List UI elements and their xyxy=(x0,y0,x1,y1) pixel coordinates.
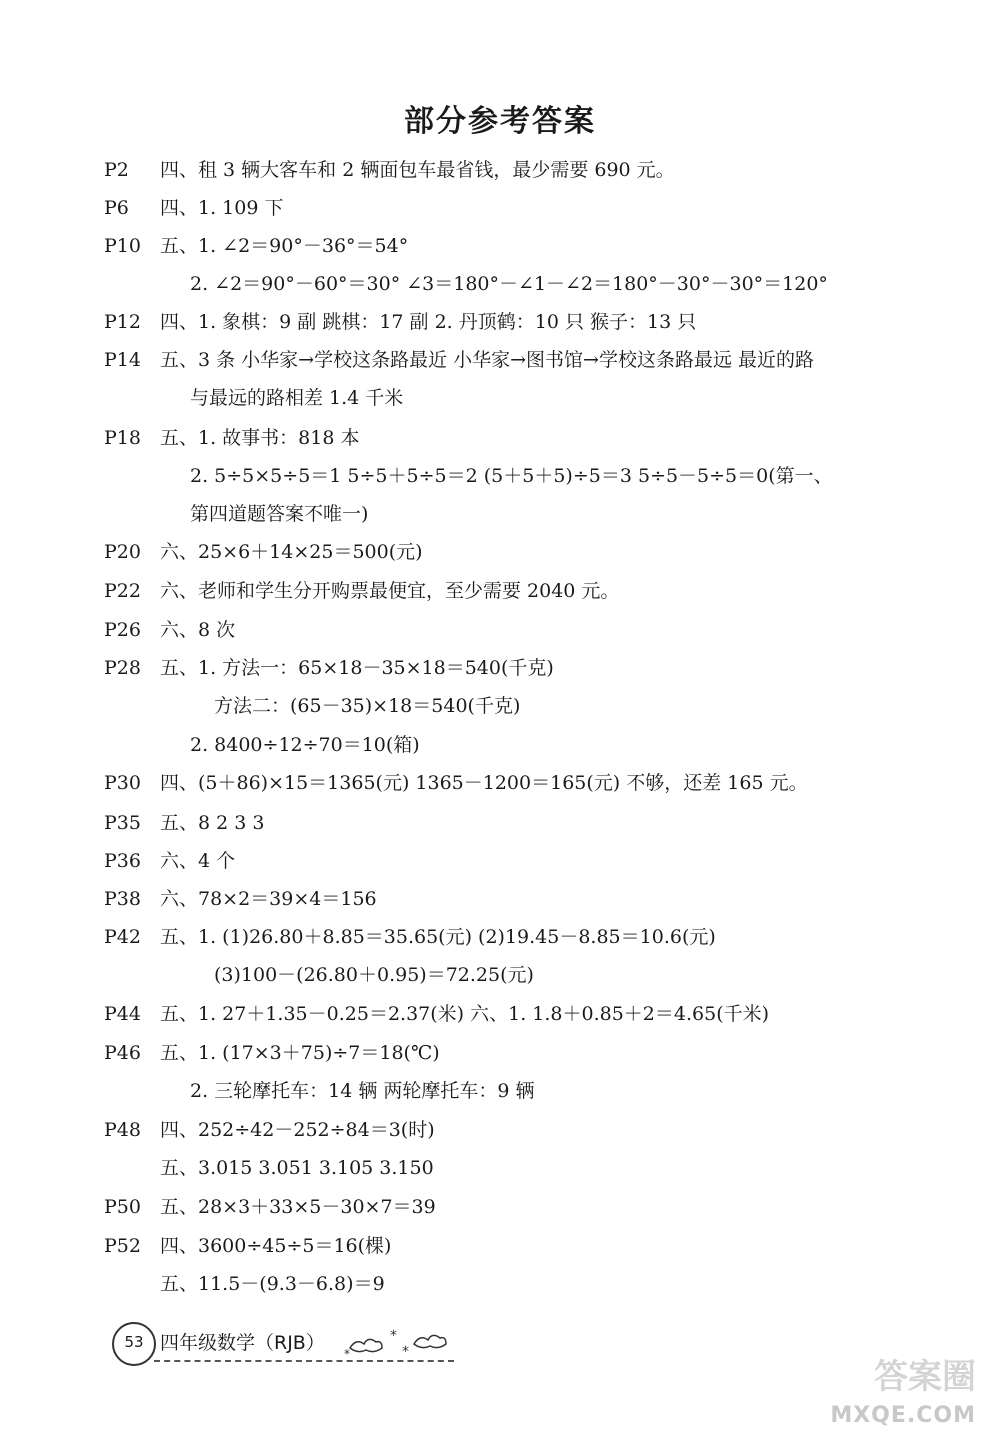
site-watermark xyxy=(822,1354,982,1434)
answer-line: 六、老师和学生分开购票最便宜，至少需要 2040 元。 xyxy=(160,580,620,602)
svg-text:*: * xyxy=(402,1344,409,1360)
answer-line: 六、25×6＋14×25＝500(元) xyxy=(160,541,423,563)
answer-line: 六、78×2＝39×4＝156 xyxy=(160,888,377,910)
book-label: 四年级数学（RJB） xyxy=(160,1332,325,1354)
page-ref: P50 xyxy=(104,1196,141,1218)
answer-line: 四、1. 109 下 xyxy=(160,197,284,219)
watermark-logo: 答案圈 xyxy=(874,1357,976,1397)
answer-line: (3)100－(26.80＋0.95)＝72.25(元) xyxy=(214,964,534,986)
answer-line: 2. 8400÷12÷70＝10(箱) xyxy=(190,734,420,756)
answer-line: 五、28×3＋33×5－30×7＝39 xyxy=(160,1196,436,1218)
svg-text:*: * xyxy=(390,1328,397,1344)
page-number-badge xyxy=(112,1322,156,1366)
page-ref: P18 xyxy=(104,427,141,449)
answer-line: 五、1. 故事书：818 本 xyxy=(160,427,360,449)
page-ref: P42 xyxy=(104,926,141,948)
answer-line: 与最远的路相差 1.4 千米 xyxy=(190,387,404,409)
answer-line: 第四道题答案不唯一) xyxy=(190,503,369,525)
page-ref: P46 xyxy=(104,1042,141,1064)
page-ref: P14 xyxy=(104,349,141,371)
answer-line: 四、3600÷45÷5＝16(棵) xyxy=(160,1235,392,1257)
page-ref: P48 xyxy=(104,1119,141,1141)
answer-line: 四、(5＋86)×15＝1365(元) 1365－1200＝165(元) 不够，还差 165 元。 xyxy=(160,772,808,794)
page-ref: P38 xyxy=(104,888,141,910)
svg-text:*: * xyxy=(344,1347,350,1360)
page-ref: P52 xyxy=(104,1235,141,1257)
answer-line: 2. 5÷5×5÷5＝1 5÷5＋5÷5＝2 (5＋5＋5)÷5＝3 5÷5－5÷5＝0(第一、 xyxy=(190,465,833,487)
watermark-url: MXQE.COM xyxy=(830,1403,976,1428)
answer-line: 五、11.5－(9.3－6.8)＝9 xyxy=(160,1273,385,1295)
page-ref: P20 xyxy=(104,541,141,563)
answer-line: 方法二：(65－35)×18＝540(千克) xyxy=(214,695,521,717)
answer-line: 四、252÷42－252÷84＝3(时) xyxy=(160,1119,435,1141)
answer-line: 五、1. 方法一：65×18－35×18＝540(千克) xyxy=(160,657,554,679)
answer-line: 五、3.015 3.051 3.105 3.150 xyxy=(160,1157,434,1179)
page-ref: P30 xyxy=(104,772,141,794)
page-ref: P36 xyxy=(104,850,141,872)
page-ref: P26 xyxy=(104,619,141,641)
page-ref: P28 xyxy=(104,657,141,679)
answer-line: 六、8 次 xyxy=(160,619,236,641)
answer-line: 四、租 3 辆大客车和 2 辆面包车最省钱，最少需要 690 元。 xyxy=(160,159,675,181)
page-ref: P44 xyxy=(104,1003,141,1025)
page-number: 53 xyxy=(124,1333,144,1351)
page-ref: P22 xyxy=(104,580,141,602)
page-ref: P35 xyxy=(104,812,141,834)
cloud-decoration-icon xyxy=(344,1326,464,1360)
answer-line: 2. ∠2＝90°－60°＝30° ∠3＝180°－∠1－∠2＝180°－30°－30°＝120° xyxy=(190,273,828,295)
answer-line: 五、8 2 3 3 xyxy=(160,812,265,834)
answer-line: 五、1. ∠2＝90°－36°＝54° xyxy=(160,235,409,257)
page-ref: P10 xyxy=(104,235,141,257)
answer-line: 2. 三轮摩托车：14 辆 两轮摩托车：9 辆 xyxy=(190,1080,535,1102)
page-ref: P12 xyxy=(104,311,141,333)
answer-line: 五、3 条 小华家→学校这条路最近 小华家→图书馆→学校这条路最远 最近的路 xyxy=(160,349,815,371)
page-ref: P6 xyxy=(104,197,129,219)
footer-divider xyxy=(154,1360,454,1362)
answer-line: 五、1. (17×3＋75)÷7＝18(℃) xyxy=(160,1042,440,1064)
answer-line: 五、1. (1)26.80＋8.85＝35.65(元) (2)19.45－8.85＝10.6(元) xyxy=(160,926,716,948)
page-title: 部分参考答案 xyxy=(404,104,596,139)
answer-line: 五、1. 27＋1.35－0.25＝2.37(米) 六、1. 1.8＋0.85＋2＝4.65(千米) xyxy=(160,1003,770,1025)
page-ref: P2 xyxy=(104,159,129,181)
answer-line: 四、1. 象棋：9 副 跳棋：17 副 2. 丹顶鹤：10 只 猴子：13 只 xyxy=(160,311,697,333)
answer-line: 六、4 个 xyxy=(160,850,236,872)
page-footer xyxy=(112,1318,492,1378)
